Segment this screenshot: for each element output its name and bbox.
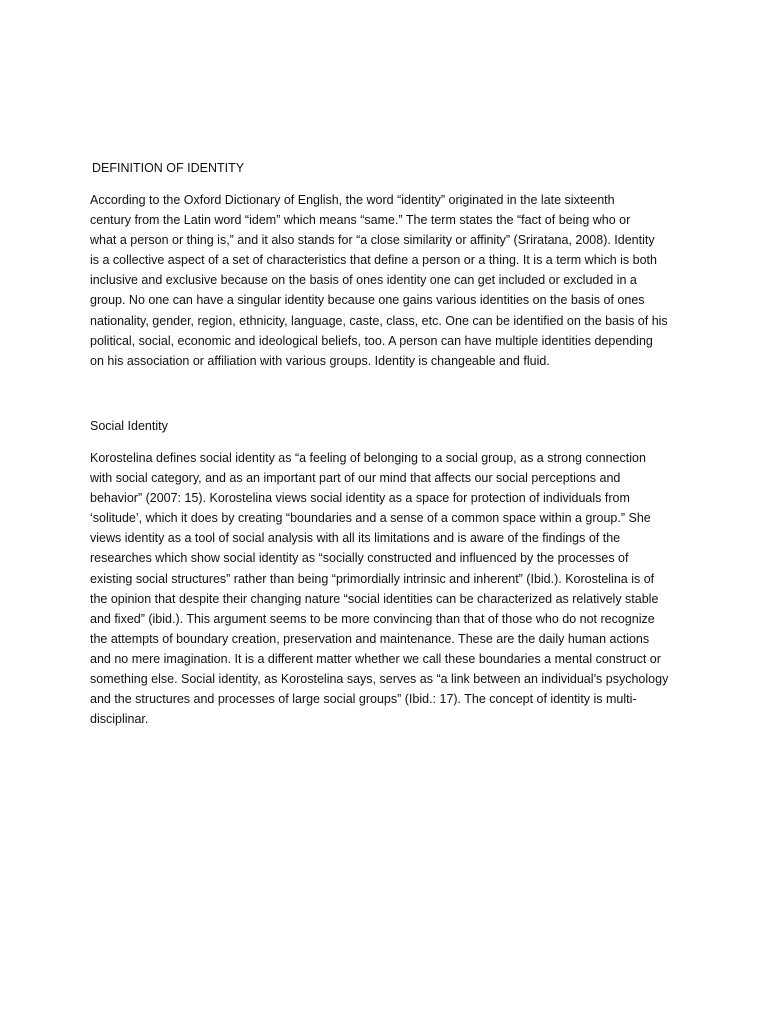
paragraph-line: ‘solitude’, which it does by creating “boundaries and a sense of a common space within a group.” She xyxy=(90,511,651,526)
paragraph-line: something else. Social identity, as Korostelina says, serves as “a link between an individual’s psychology xyxy=(90,672,669,687)
paragraph-line: disciplinar. xyxy=(90,712,149,727)
paragraph-line: the attempts of boundary creation, preservation and maintenance. These are the daily human actions xyxy=(90,631,650,646)
paragraph-line: group. No one can have a singular identity because one gains various identities on the basis of ones xyxy=(90,293,645,308)
paragraph-line: According to the Oxford Dictionary of English, the word “identity” originated in the late sixteenth xyxy=(90,193,615,207)
paragraph-definition-of-identity xyxy=(90,190,676,371)
paragraph-line: and the structures and processes of large social groups” (Ibid.: 17). The concept of identity is multi- xyxy=(90,692,637,707)
paragraph-line: views identity as a tool of social analysis with all its limitations and is aware of the findings of the xyxy=(90,531,621,546)
paragraph-line: behavior” (2007: 15). Korostelina views social identity as a space for protection of individuals from xyxy=(90,491,630,506)
paragraph-line: Korostelina defines social identity as “a feeling of belonging to a social group, as a strong connection xyxy=(90,451,646,465)
paragraph-line: political, social, economic and ideological beliefs, too. A person can have multiple identities depending xyxy=(90,333,653,348)
paragraph-line: is a collective aspect of a set of characteristics that define a person or a thing. It is a term which is both xyxy=(90,253,657,268)
paragraph-line: with social category, and as an important part of our mind that affects our social perceptions and xyxy=(90,471,621,486)
paragraph-line: nationality, gender, region, ethnicity, language, caste, class, etc. One can be identified on the basis of his xyxy=(90,313,668,328)
paragraph-line: and fixed” (ibid.). This argument seems to be more convincing than that of those who do not recognize xyxy=(90,611,655,626)
section-heading-definition-of-identity: DEFINITION OF IDENTITY xyxy=(92,161,245,175)
paragraph-social-identity xyxy=(90,448,676,729)
paragraph-line: what a person or thing is,” and it also stands for “a close similarity or affinity” (Sriratana, 2008). Identity xyxy=(90,233,655,248)
paragraph-line: and no mere imagination. It is a different matter whether we call these boundaries a mental construct or xyxy=(90,651,661,666)
paragraph-line: existing social structures” rather than being “primordially intrinsic and inherent” (Ibid.). Korostelina is of xyxy=(90,571,655,586)
section-heading-social-identity: Social Identity xyxy=(90,419,168,433)
paragraph-line: researches which show social identity as “socially constructed and influenced by the processes of xyxy=(90,551,629,566)
paragraph-line: century from the Latin word “idem” which means “same.” The term states the “fact of being who or xyxy=(90,213,631,228)
paragraph-line: inclusive and exclusive because on the basis of ones identity one can get included or excluded in a xyxy=(90,273,637,288)
paragraph-line: on his association or affiliation with various groups. Identity is changeable and fluid. xyxy=(90,353,550,368)
paragraph-line: the opinion that despite their changing nature “social identities can be characterized as relatively stable xyxy=(90,591,659,606)
